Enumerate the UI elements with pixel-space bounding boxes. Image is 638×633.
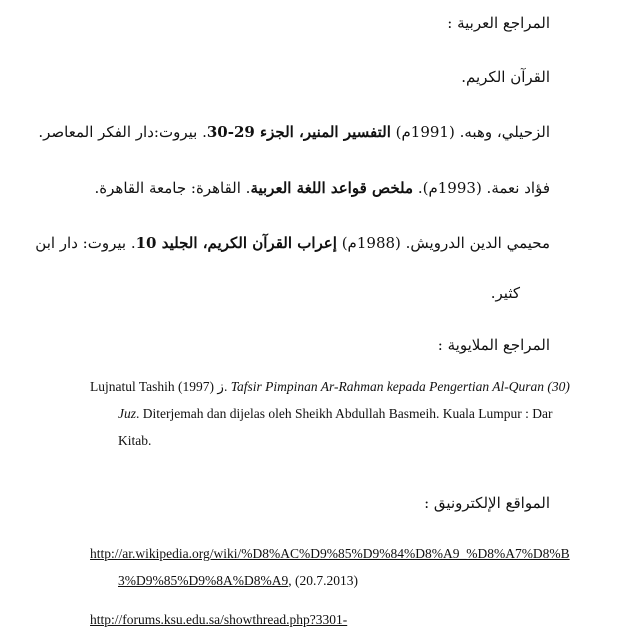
entry-publisher: . القاهرة: جامعة القاهرة. xyxy=(94,179,251,197)
entry-author: محيمي الدين الدرويش. (1988م) xyxy=(336,234,550,252)
entry-publisher: . بيروت: دار ابن xyxy=(35,234,136,252)
access-date: , (20.7.2013) xyxy=(288,573,358,588)
entry-publisher: . Diterjemah dan dijelas oleh Sheikh Abdullah Basmeih. Kuala Lumpur : Dar Kitab. xyxy=(118,406,553,448)
arabic-entry-darwish xyxy=(35,232,550,254)
arabic-entry-darwish-cont: كثير. xyxy=(490,284,520,302)
entry-title: التفسير المنير، الجزء 29-30 xyxy=(206,123,391,141)
heading-malay-references: المراجع الملايوية : xyxy=(437,336,550,354)
entry-title: إعراب القرآن الكريم، الجليد 10 xyxy=(135,234,337,252)
arabic-entry-fuad xyxy=(95,177,551,199)
malay-entry xyxy=(90,373,576,454)
heading-web-references: المواقع الإلكترونيق : xyxy=(424,494,550,512)
web-entry-forum xyxy=(90,606,548,633)
entry-publisher: . بيروت:دار الفكر المعاصر. xyxy=(38,123,207,141)
web-entry-wikipedia xyxy=(90,540,576,594)
entry-author: فؤاد نعمة. (1993م). xyxy=(413,179,550,197)
wikipedia-link[interactable]: http://ar.wikipedia.org/wiki/%D8%AC%D9%85%D9%84%D8%A9_%D8%A7%D8%B3%D9%85%D9%8A%D8%A9 xyxy=(90,546,570,588)
heading-arabic-references: المراجع العربية : xyxy=(447,14,550,32)
entry-author: Lujnatul Tashih ز (1997). xyxy=(90,379,231,394)
arabic-entry-zuhaili xyxy=(38,121,550,143)
forum-link[interactable]: http://forums.ksu.edu.sa/showthread.php?3301- xyxy=(90,612,348,627)
entry-title: Tafsir Pimpinan Ar-Rahman kepada Pengertian Al-Quran (30) Juz xyxy=(118,379,570,421)
entry-title: ملخص قواعد اللغة العربية xyxy=(250,179,414,197)
entry-author: الزحيلي، وهبه. (1991م) xyxy=(390,123,550,141)
arabic-entry-quran: القرآن الكريم. xyxy=(461,68,550,86)
